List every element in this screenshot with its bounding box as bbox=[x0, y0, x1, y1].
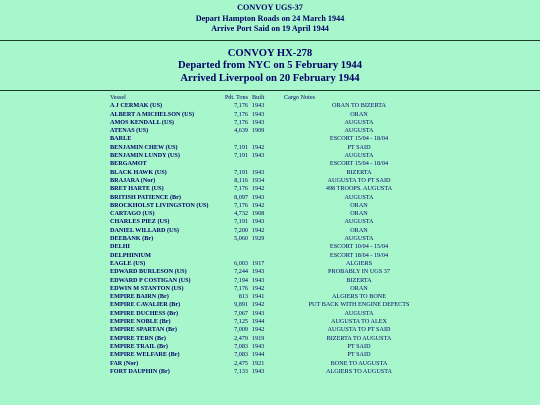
vessel-built bbox=[251, 135, 284, 143]
vessel-name: BLACK HAWK (US) bbox=[110, 168, 167, 176]
vessel-name: EDWARD BURLESON (US) bbox=[110, 268, 187, 276]
vessel-notes: 498 TROOPS. AUGUSTA bbox=[325, 185, 393, 193]
vessel-notes: AUGUSTA TO ALEX bbox=[331, 318, 387, 326]
table-row bbox=[110, 310, 434, 318]
vessel-name: EMPIRE WELFARE (Br) bbox=[110, 351, 180, 359]
table-row bbox=[110, 111, 434, 119]
vessel-built: 1942 bbox=[252, 301, 265, 309]
vessel-notes: AUGUSTA bbox=[344, 218, 374, 226]
ugs-title: CONVOY UGS-37 bbox=[237, 3, 303, 12]
table-row bbox=[110, 218, 434, 226]
vessel-tons: 5,060 bbox=[234, 235, 248, 243]
table-row bbox=[110, 185, 434, 193]
table-header-row bbox=[110, 94, 434, 102]
vessel-name: ALBERT A MICHELSON (US) bbox=[110, 110, 195, 118]
vessel-name: BENJAMIN CHEW (US) bbox=[110, 143, 178, 151]
table-row bbox=[110, 326, 434, 334]
header-tons: Pdt. Tons bbox=[224, 94, 248, 101]
vessel-built: 1942 bbox=[252, 326, 265, 334]
table-row bbox=[110, 160, 434, 168]
vessel-tons: 4,639 bbox=[234, 127, 248, 135]
table-row bbox=[110, 252, 434, 260]
vessel-notes: ESCORT 18/04 - 19/04 bbox=[329, 251, 389, 259]
vessel-tons: 7,176 bbox=[234, 118, 248, 126]
vessel-built: 1941 bbox=[252, 293, 265, 301]
vessel-notes: PT SAID bbox=[347, 351, 371, 359]
vessel-notes: ALGIERS TO AUGUSTA bbox=[326, 367, 392, 375]
vessel-built: 1909 bbox=[252, 127, 265, 135]
vessel-name: BRET HARTE (US) bbox=[110, 185, 164, 193]
table-row bbox=[110, 293, 434, 301]
vessel-tons: 7,191 bbox=[234, 152, 248, 160]
vessel-built: 1943 bbox=[252, 110, 265, 118]
vessel-notes: PT SAID bbox=[347, 143, 371, 151]
vessel-tons: 7,083 bbox=[234, 351, 248, 359]
vessel-tons: 7,083 bbox=[234, 342, 248, 350]
vessel-notes: AUGUSTA bbox=[344, 193, 374, 201]
vessel-tons: 7,067 bbox=[234, 309, 248, 317]
vessel-notes: ORAN bbox=[350, 226, 368, 234]
table-row bbox=[110, 169, 434, 177]
vessel-built: 1943 bbox=[252, 268, 265, 276]
table-row bbox=[110, 152, 434, 160]
vessel-name: EMPIRE NOBLE (Br) bbox=[110, 318, 171, 326]
vessel-tons: 7,200 bbox=[234, 226, 248, 234]
table-row bbox=[110, 119, 434, 127]
table-row bbox=[110, 102, 434, 110]
vessel-built bbox=[251, 243, 284, 251]
table-row bbox=[110, 318, 434, 326]
header-notes: Cargo Notes bbox=[284, 94, 315, 101]
table-row bbox=[110, 194, 434, 202]
ugs-header bbox=[0, 0, 540, 35]
hx-arrived: Arrived Liverpool on 20 February 1944 bbox=[180, 73, 360, 85]
vessel-tons: 7,176 bbox=[234, 185, 248, 193]
vessel-notes: AUGUSTA bbox=[344, 309, 374, 317]
table-row bbox=[110, 177, 434, 185]
vessel-tons: 7,133 bbox=[234, 367, 248, 375]
vessel-notes: ORAN bbox=[350, 210, 368, 218]
table-row bbox=[110, 127, 434, 135]
table-row bbox=[110, 235, 434, 243]
vessel-name: EMPIRE CAVALIER (Br) bbox=[110, 301, 181, 309]
table-row bbox=[110, 268, 434, 276]
vessel-built: 1943 bbox=[252, 309, 265, 317]
vessel-built: 1942 bbox=[252, 201, 265, 209]
vessel-tons: 7,009 bbox=[234, 326, 248, 334]
vessel-notes: BIZERTA bbox=[346, 168, 372, 176]
table-row bbox=[110, 343, 434, 351]
vessel-built: 1943 bbox=[252, 367, 265, 375]
vessel-built: 1944 bbox=[252, 351, 265, 359]
vessel-rows bbox=[110, 102, 434, 376]
vessel-built: 1921 bbox=[252, 359, 265, 367]
table-row bbox=[110, 227, 434, 235]
vessel-name: BARLE bbox=[110, 135, 132, 143]
vessel-built: 1943 bbox=[252, 152, 265, 160]
vessel-name: BRITISH PATIENCE (Br) bbox=[110, 193, 181, 201]
vessel-notes: ESCORT 10/04 - 15/04 bbox=[329, 243, 389, 251]
vessel-tons: 7,176 bbox=[234, 102, 248, 110]
vessel-notes: PROBABLY IN UGS 37 bbox=[328, 268, 390, 276]
hx-departed: Departed from NYC on 5 February 1944 bbox=[178, 60, 362, 72]
vessel-built: 1943 bbox=[252, 168, 265, 176]
vessel-built: 1942 bbox=[252, 185, 265, 193]
vessel-built: 1942 bbox=[252, 284, 265, 292]
vessel-built: 1919 bbox=[252, 334, 265, 342]
vessel-notes: ESCORT 15/04 - 18/04 bbox=[329, 135, 389, 143]
vessel-built: 1908 bbox=[252, 210, 265, 218]
vessel-name: BENJAMIN LUNDY (US) bbox=[110, 152, 180, 160]
hx-title: CONVOY HX-278 bbox=[227, 47, 313, 59]
vessel-notes: AUGUSTA bbox=[344, 127, 374, 135]
vessel-built: 1943 bbox=[252, 218, 265, 226]
header-built: Built bbox=[252, 94, 265, 101]
vessel-notes: BIZERTA bbox=[346, 276, 372, 284]
header-vessel: Vessel bbox=[110, 94, 126, 101]
vessel-name: EMPIRE BAIRN (Br) bbox=[110, 293, 169, 301]
table-row bbox=[110, 301, 434, 309]
vessel-built: 1917 bbox=[252, 259, 265, 267]
vessel-name: FORT DAUPHIN (Br) bbox=[110, 367, 170, 375]
vessel-tons: 7,191 bbox=[234, 143, 248, 151]
vessel-name: EDWARD P COSTIGAN (US) bbox=[110, 276, 191, 284]
vessel-built: 1942 bbox=[252, 226, 265, 234]
vessel-name: CHARLES PIEZ (US) bbox=[110, 218, 170, 226]
vessel-tons bbox=[218, 243, 251, 251]
table-row bbox=[110, 135, 434, 143]
vessel-tons: 813 bbox=[238, 293, 248, 301]
table-row bbox=[110, 210, 434, 218]
vessel-notes: ALGIERS TO BONE bbox=[331, 293, 387, 301]
table-row bbox=[110, 351, 434, 359]
vessel-name: A J CERMAK (US) bbox=[110, 102, 163, 110]
vessel-name: AMOS KENDALL (US) bbox=[110, 118, 174, 126]
vessel-name: EMPIRE TERN (Br) bbox=[110, 334, 166, 342]
ugs-arrived: Arrive Port Said on 19 April 1944 bbox=[211, 24, 329, 33]
vessel-name: BRAJARA (Nor) bbox=[110, 176, 156, 184]
vessel-name: ATENAS (US) bbox=[110, 127, 149, 135]
vessel-notes: ALGIERS bbox=[345, 259, 373, 267]
vessel-tons: 2,479 bbox=[234, 334, 248, 342]
vessel-tons: 8,116 bbox=[234, 176, 248, 184]
vessel-tons: 7,176 bbox=[234, 284, 248, 292]
vessel-built: 1929 bbox=[252, 235, 265, 243]
vessel-built: 1944 bbox=[252, 318, 265, 326]
vessel-tons bbox=[218, 135, 251, 143]
vessel-notes: ORAN bbox=[350, 110, 368, 118]
vessel-built: 1943 bbox=[252, 102, 265, 110]
vessel-name: DEEBANK (Br) bbox=[110, 235, 154, 243]
vessel-name: DANIEL WILLARD (US) bbox=[110, 226, 179, 234]
vessel-tons: 9,891 bbox=[234, 301, 248, 309]
vessel-tons: 7,194 bbox=[234, 276, 248, 284]
vessel-built: 1943 bbox=[252, 342, 265, 350]
vessel-name: EDWIN M STANTON (US) bbox=[110, 284, 184, 292]
table-row bbox=[110, 285, 434, 293]
vessel-tons bbox=[218, 252, 251, 260]
vessel-table bbox=[110, 94, 434, 376]
vessel-notes: ORAN bbox=[350, 201, 368, 209]
vessel-name: CARTAGO (US) bbox=[110, 210, 155, 218]
vessel-name: DELHI bbox=[110, 243, 130, 251]
table-row bbox=[110, 368, 434, 376]
vessel-name: EAGLE (US) bbox=[110, 259, 146, 267]
table-row bbox=[110, 260, 434, 268]
vessel-built: 1943 bbox=[252, 276, 265, 284]
vessel-notes: AUGUSTA bbox=[344, 152, 374, 160]
vessel-notes: ORAN TO BIZERTA bbox=[332, 102, 386, 110]
hx-header bbox=[0, 41, 540, 88]
vessel-notes: BIZERTA TO AUGUSTA bbox=[326, 334, 392, 342]
ugs-departed: Depart Hampton Roads on 24 March 1944 bbox=[195, 13, 345, 23]
table-row bbox=[110, 144, 434, 152]
vessel-name: EMPIRE DUCHESS (Br) bbox=[110, 309, 179, 317]
vessel-built: 1934 bbox=[252, 176, 265, 184]
vessel-name: EMPIRE TRAIL (Br) bbox=[110, 342, 168, 350]
vessel-tons: 7,244 bbox=[234, 268, 248, 276]
vessel-notes: AUGUSTA bbox=[344, 118, 374, 126]
vessel-notes: PT SAID bbox=[347, 342, 371, 350]
vessel-tons: 2,475 bbox=[234, 359, 248, 367]
vessel-notes: PUT BACK WITH ENGINE DEFECTS bbox=[308, 301, 410, 309]
vessel-tons bbox=[218, 160, 251, 168]
vessel-built bbox=[251, 160, 284, 168]
table-row bbox=[110, 202, 434, 210]
vessel-name: EMPIRE SPARTAN (Br) bbox=[110, 326, 177, 334]
vessel-notes: AUGUSTA bbox=[344, 235, 374, 243]
vessel-name: FAR (Nor) bbox=[110, 359, 139, 367]
vessel-notes: AUGUSTA TO PT SAID bbox=[327, 326, 391, 334]
vessel-notes: AUGUSTA TO PT SAID bbox=[327, 176, 391, 184]
vessel-tons: 7,191 bbox=[234, 218, 248, 226]
table-row bbox=[110, 243, 434, 251]
table-row bbox=[110, 335, 434, 343]
vessel-built bbox=[251, 252, 284, 260]
vessel-name: BERGAMOT bbox=[110, 160, 147, 168]
header-divider bbox=[0, 90, 540, 91]
vessel-tons: 8,097 bbox=[234, 193, 248, 201]
vessel-tons: 7,125 bbox=[234, 318, 248, 326]
vessel-tons: 6,003 bbox=[234, 259, 248, 267]
vessel-built: 1943 bbox=[252, 118, 265, 126]
vessel-notes: ORAN bbox=[350, 284, 368, 292]
vessel-name: BROCKHOLST LIVINGSTON (US) bbox=[110, 201, 209, 209]
table-row bbox=[110, 277, 434, 285]
table-row bbox=[110, 360, 434, 368]
vessel-notes: BONE TO AUGUSTA bbox=[330, 359, 388, 367]
vessel-tons: 7,176 bbox=[234, 201, 248, 209]
vessel-tons: 4,732 bbox=[234, 210, 248, 218]
vessel-built: 1942 bbox=[252, 143, 265, 151]
vessel-notes: ESCORT 15/04 - 18/04 bbox=[329, 160, 389, 168]
vessel-name: DELPHINIUM bbox=[110, 251, 151, 259]
vessel-tons: 7,176 bbox=[234, 110, 248, 118]
vessel-tons: 7,191 bbox=[234, 168, 248, 176]
vessel-built: 1943 bbox=[252, 193, 265, 201]
